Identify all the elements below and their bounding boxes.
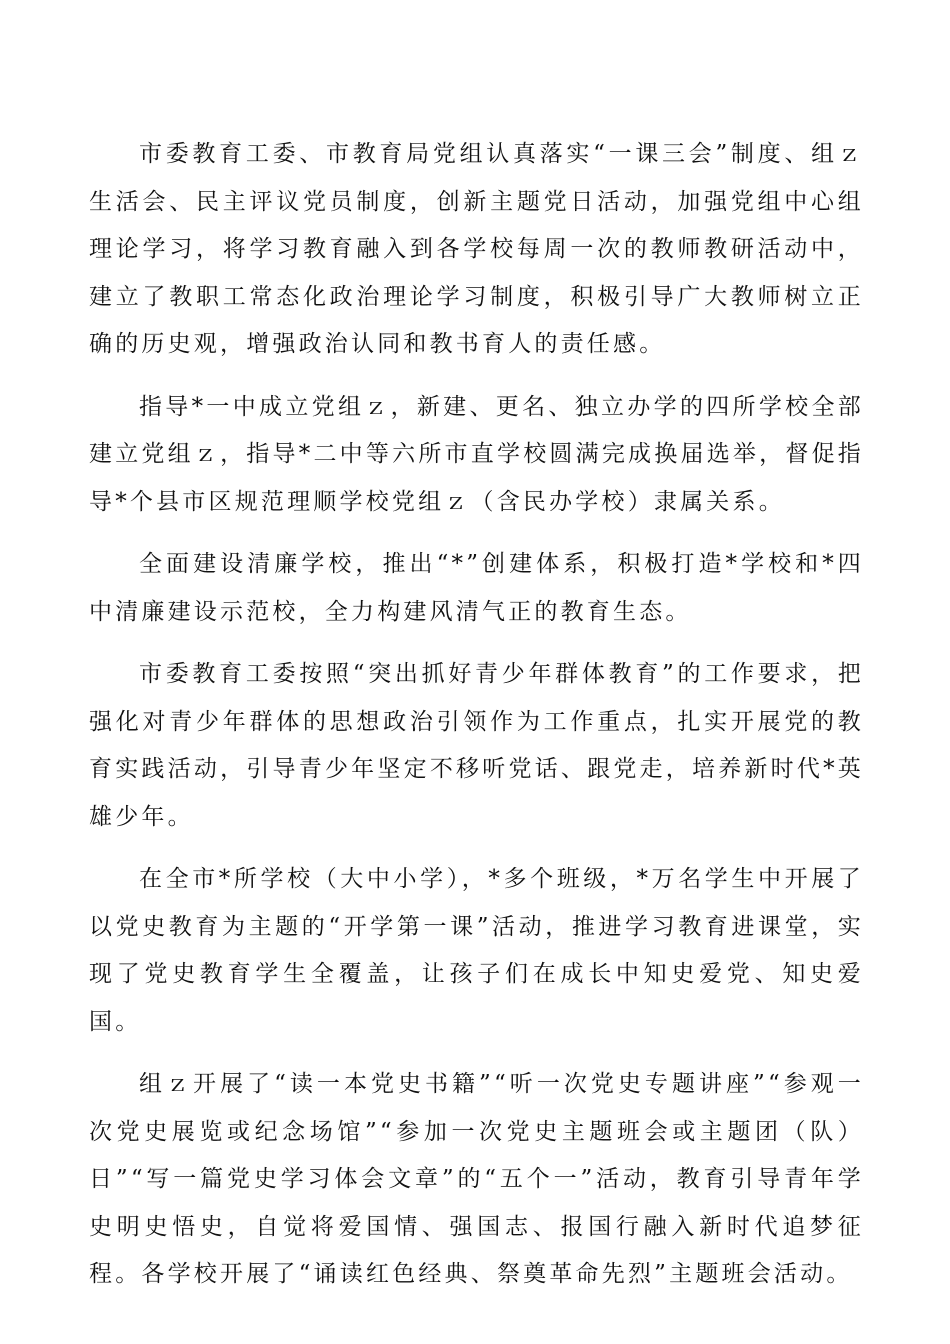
paragraph-1: 市委教育工委、市教育局党组认真落实“一课三会”制度、组ｚ生活会、民主评议党员制度，创新主题党日活动，加强党组中心组理论学习，将学习教育融入到各学校每周一次的教师教研活动中，建立了教职工常态化政治理论学习制度，积极引导广大教师树立正确的历史观，增强政治认同和教书育人的责任感。 xyxy=(89,141,864,357)
paragraph-3: 全面建设清廉学校，推出“*”创建体系，积极打造*学校和*四中清廉建设示范校，全力构建风清气正的教育生态。 xyxy=(89,551,864,625)
paragraph-2: 指导*一中成立党组ｚ，新建、更名、独立办学的四所学校全部建立党组ｚ，指导*二中等六所市直学校圆满完成换届选举，督促指导*个县市区规范理顺学校党组ｚ（含民办学校）隶属关系。 xyxy=(89,393,864,515)
paragraph-6: 组ｚ开展了“读一本党史书籍”“听一次党史专题讲座”“参观一次党史展览或纪念场馆”“参加一次党史主题班会或主题团（队）日”“写一篇党史学习体会文章”的“五个一”活动，教育引导青年学史明史悟史，自觉将爱国情、强国志、报国行融入新时代追梦征程。各学校开展了“诵读红色经典、祭奠革命先烈”主题班会活动。 xyxy=(89,1071,864,1287)
paragraph-4: 市委教育工委按照“突出抓好青少年群体教育”的工作要求，把强化对青少年群体的思想政治引领作为工作重点，扎实开展党的教育实践活动，引导青少年坚定不移听党话、跟党走，培养新时代*英雄少年。 xyxy=(89,661,864,830)
document-body xyxy=(89,131,864,1314)
paragraph-5: 在全市*所学校（大中小学），*多个班级，*万名学生中开展了以党史教育为主题的“开学第一课”活动，推进学习教育进课堂，实现了党史教育学生全覆盖，让孩子们在成长中知史爱党、知史爱国。 xyxy=(89,866,864,1035)
